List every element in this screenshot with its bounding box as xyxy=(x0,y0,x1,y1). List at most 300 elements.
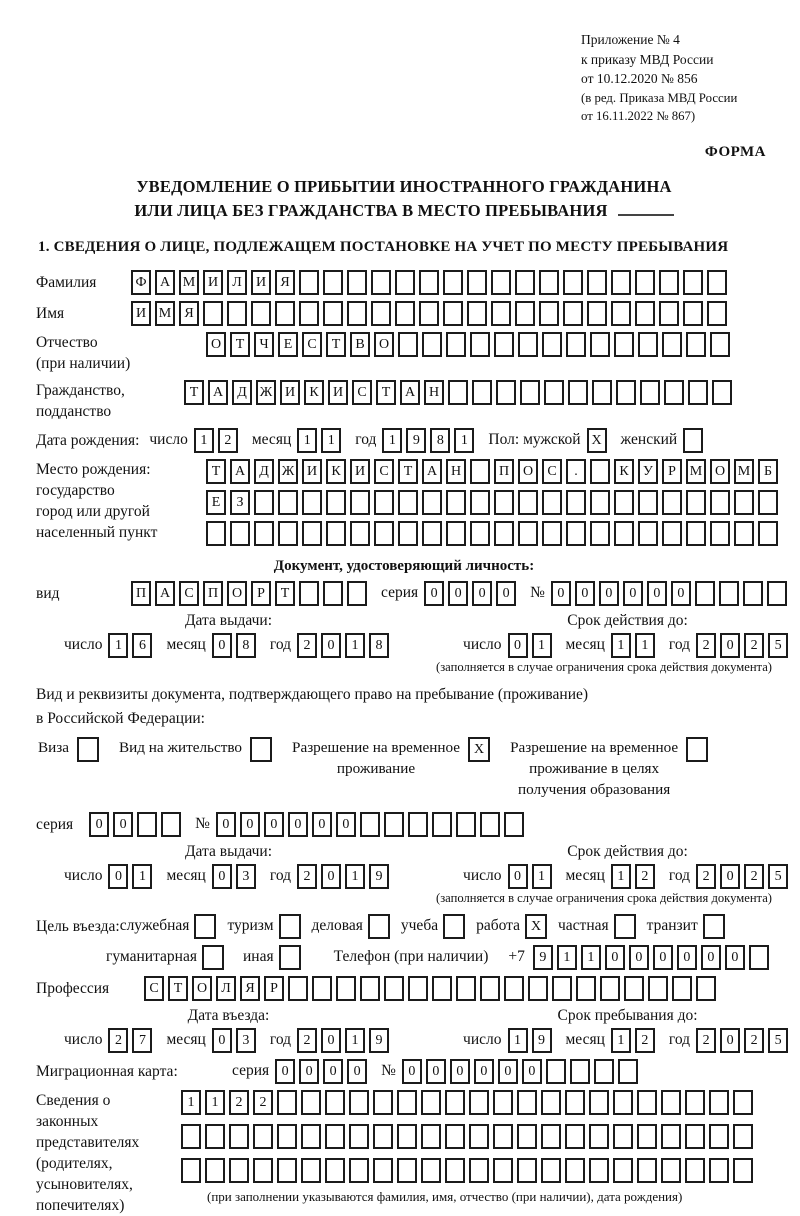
char-box[interactable] xyxy=(347,270,367,295)
char-box[interactable]: 2 xyxy=(297,633,317,658)
char-box[interactable] xyxy=(733,1158,753,1183)
char-box[interactable]: Т xyxy=(206,459,226,484)
char-box[interactable]: 2 xyxy=(744,1028,764,1053)
char-box[interactable]: 2 xyxy=(108,1028,128,1053)
char-box[interactable] xyxy=(662,521,682,546)
edu-residence-checkbox[interactable] xyxy=(686,737,708,762)
char-box[interactable]: Н xyxy=(424,380,444,405)
char-box[interactable]: 0 xyxy=(336,812,356,837)
char-box[interactable] xyxy=(299,301,319,326)
char-box[interactable] xyxy=(325,1124,345,1149)
char-box[interactable] xyxy=(230,521,250,546)
char-box[interactable]: Т xyxy=(168,976,188,1001)
char-box[interactable] xyxy=(563,301,583,326)
char-box[interactable]: Ч xyxy=(254,332,274,357)
male-checkbox[interactable]: X xyxy=(587,428,607,453)
purpose-private-checkbox[interactable] xyxy=(614,914,636,939)
char-box[interactable] xyxy=(278,490,298,515)
char-box[interactable]: А xyxy=(400,380,420,405)
char-box[interactable]: 0 xyxy=(508,633,528,658)
char-box[interactable] xyxy=(205,1158,225,1183)
char-box[interactable] xyxy=(611,301,631,326)
char-box[interactable] xyxy=(539,270,559,295)
char-box[interactable]: 1 xyxy=(532,864,552,889)
char-box[interactable]: О xyxy=(710,459,730,484)
char-box[interactable] xyxy=(277,1158,297,1183)
char-box[interactable]: 0 xyxy=(275,1059,295,1084)
char-box[interactable]: 6 xyxy=(132,633,152,658)
char-box[interactable] xyxy=(541,1124,561,1149)
char-box[interactable]: 3 xyxy=(236,864,256,889)
char-box[interactable] xyxy=(546,1059,566,1084)
char-box[interactable]: 0 xyxy=(212,633,232,658)
char-box[interactable]: О xyxy=(374,332,394,357)
char-box[interactable] xyxy=(350,490,370,515)
char-box[interactable]: Е xyxy=(278,332,298,357)
char-box[interactable] xyxy=(661,1124,681,1149)
char-box[interactable]: 8 xyxy=(236,633,256,658)
char-box[interactable] xyxy=(688,380,708,405)
char-box[interactable] xyxy=(398,332,418,357)
char-box[interactable]: 2 xyxy=(696,633,716,658)
purpose-business-checkbox[interactable] xyxy=(368,914,390,939)
char-box[interactable] xyxy=(563,270,583,295)
char-box[interactable]: 0 xyxy=(508,864,528,889)
char-box[interactable] xyxy=(446,332,466,357)
char-box[interactable] xyxy=(734,490,754,515)
char-box[interactable]: 0 xyxy=(522,1059,542,1084)
char-box[interactable] xyxy=(336,976,356,1001)
char-box[interactable] xyxy=(493,1090,513,1115)
char-box[interactable]: Т xyxy=(398,459,418,484)
char-box[interactable]: 0 xyxy=(671,581,691,606)
char-box[interactable]: 1 xyxy=(345,864,365,889)
char-box[interactable]: 0 xyxy=(496,581,516,606)
char-box[interactable]: И xyxy=(328,380,348,405)
char-box[interactable] xyxy=(408,812,428,837)
char-box[interactable]: А xyxy=(422,459,442,484)
char-box[interactable]: 0 xyxy=(402,1059,422,1084)
char-box[interactable] xyxy=(421,1158,441,1183)
char-box[interactable] xyxy=(480,812,500,837)
char-box[interactable] xyxy=(589,1158,609,1183)
char-box[interactable]: Т xyxy=(376,380,396,405)
char-box[interactable]: 1 xyxy=(611,633,631,658)
char-box[interactable]: 2 xyxy=(744,864,764,889)
char-box[interactable] xyxy=(205,1124,225,1149)
char-box[interactable] xyxy=(672,976,692,1001)
char-box[interactable] xyxy=(422,490,442,515)
char-box[interactable]: 0 xyxy=(599,581,619,606)
char-box[interactable] xyxy=(528,976,548,1001)
char-box[interactable] xyxy=(360,812,380,837)
char-box[interactable] xyxy=(565,1124,585,1149)
char-box[interactable]: У xyxy=(638,459,658,484)
char-box[interactable]: И xyxy=(302,459,322,484)
char-box[interactable]: 2 xyxy=(297,864,317,889)
char-box[interactable] xyxy=(206,521,226,546)
char-box[interactable] xyxy=(301,1124,321,1149)
char-box[interactable] xyxy=(600,976,620,1001)
char-box[interactable]: Р xyxy=(264,976,284,1001)
char-box[interactable]: 1 xyxy=(454,428,474,453)
char-box[interactable]: И xyxy=(280,380,300,405)
char-box[interactable] xyxy=(323,581,343,606)
purpose-other-checkbox[interactable] xyxy=(279,945,301,970)
char-box[interactable]: Д xyxy=(254,459,274,484)
char-box[interactable]: 0 xyxy=(89,812,109,837)
char-box[interactable]: 1 xyxy=(611,864,631,889)
char-box[interactable] xyxy=(325,1090,345,1115)
char-box[interactable] xyxy=(518,521,538,546)
char-box[interactable] xyxy=(302,490,322,515)
char-box[interactable]: 0 xyxy=(725,945,745,970)
char-box[interactable] xyxy=(614,490,634,515)
char-box[interactable]: З xyxy=(230,490,250,515)
char-box[interactable] xyxy=(749,945,769,970)
char-box[interactable]: 0 xyxy=(113,812,133,837)
char-box[interactable] xyxy=(227,301,247,326)
char-box[interactable]: Ф xyxy=(131,270,151,295)
char-box[interactable] xyxy=(517,1158,537,1183)
char-box[interactable]: 1 xyxy=(297,428,317,453)
char-box[interactable]: 8 xyxy=(369,633,389,658)
char-box[interactable] xyxy=(613,1090,633,1115)
char-box[interactable] xyxy=(384,976,404,1001)
char-box[interactable] xyxy=(637,1158,657,1183)
char-box[interactable] xyxy=(446,490,466,515)
char-box[interactable] xyxy=(374,521,394,546)
char-box[interactable]: 8 xyxy=(430,428,450,453)
char-box[interactable] xyxy=(743,581,763,606)
char-box[interactable]: 0 xyxy=(720,1028,740,1053)
char-box[interactable] xyxy=(710,521,730,546)
char-box[interactable]: 1 xyxy=(508,1028,528,1053)
char-box[interactable] xyxy=(635,301,655,326)
char-box[interactable]: 2 xyxy=(635,864,655,889)
char-box[interactable] xyxy=(397,1158,417,1183)
char-box[interactable]: 1 xyxy=(345,633,365,658)
purpose-humanitarian-checkbox[interactable] xyxy=(202,945,224,970)
char-box[interactable] xyxy=(662,332,682,357)
char-box[interactable] xyxy=(589,1124,609,1149)
char-box[interactable] xyxy=(504,976,524,1001)
char-box[interactable] xyxy=(638,332,658,357)
char-box[interactable]: П xyxy=(131,581,151,606)
char-box[interactable] xyxy=(494,490,514,515)
char-box[interactable] xyxy=(616,380,636,405)
char-box[interactable] xyxy=(686,332,706,357)
char-box[interactable]: 0 xyxy=(426,1059,446,1084)
char-box[interactable]: 1 xyxy=(321,428,341,453)
char-box[interactable] xyxy=(422,332,442,357)
char-box[interactable]: 9 xyxy=(406,428,426,453)
char-box[interactable]: 0 xyxy=(321,633,341,658)
char-box[interactable] xyxy=(421,1090,441,1115)
char-box[interactable] xyxy=(299,270,319,295)
char-box[interactable] xyxy=(408,976,428,1001)
char-box[interactable] xyxy=(395,301,415,326)
char-box[interactable]: М xyxy=(686,459,706,484)
char-box[interactable]: И xyxy=(350,459,370,484)
char-box[interactable] xyxy=(594,1059,614,1084)
char-box[interactable] xyxy=(566,332,586,357)
char-box[interactable] xyxy=(685,1124,705,1149)
char-box[interactable]: 1 xyxy=(611,1028,631,1053)
residence-permit-checkbox[interactable] xyxy=(250,737,272,762)
char-box[interactable]: 2 xyxy=(297,1028,317,1053)
char-box[interactable]: 0 xyxy=(575,581,595,606)
char-box[interactable] xyxy=(518,490,538,515)
char-box[interactable] xyxy=(552,976,572,1001)
char-box[interactable] xyxy=(542,490,562,515)
char-box[interactable] xyxy=(685,1158,705,1183)
char-box[interactable] xyxy=(397,1090,417,1115)
char-box[interactable] xyxy=(181,1158,201,1183)
char-box[interactable] xyxy=(618,1059,638,1084)
char-box[interactable] xyxy=(395,270,415,295)
char-box[interactable] xyxy=(445,1090,465,1115)
char-box[interactable] xyxy=(373,1124,393,1149)
char-box[interactable]: 7 xyxy=(132,1028,152,1053)
char-box[interactable] xyxy=(590,332,610,357)
char-box[interactable] xyxy=(456,812,476,837)
char-box[interactable] xyxy=(520,380,540,405)
char-box[interactable] xyxy=(360,976,380,1001)
char-box[interactable] xyxy=(696,976,716,1001)
char-box[interactable] xyxy=(432,976,452,1001)
char-box[interactable]: 1 xyxy=(132,864,152,889)
char-box[interactable] xyxy=(624,976,644,1001)
char-box[interactable]: А xyxy=(155,270,175,295)
char-box[interactable]: 5 xyxy=(768,1028,788,1053)
char-box[interactable]: 0 xyxy=(472,581,492,606)
char-box[interactable] xyxy=(661,1090,681,1115)
char-box[interactable] xyxy=(659,270,679,295)
char-box[interactable] xyxy=(432,812,452,837)
char-box[interactable] xyxy=(229,1158,249,1183)
char-box[interactable]: 0 xyxy=(551,581,571,606)
char-box[interactable] xyxy=(374,490,394,515)
char-box[interactable] xyxy=(686,521,706,546)
char-box[interactable] xyxy=(470,459,490,484)
char-box[interactable]: А xyxy=(208,380,228,405)
char-box[interactable]: Я xyxy=(179,301,199,326)
char-box[interactable] xyxy=(419,270,439,295)
char-box[interactable] xyxy=(542,521,562,546)
char-box[interactable]: 0 xyxy=(264,812,284,837)
char-box[interactable]: К xyxy=(326,459,346,484)
char-box[interactable]: О xyxy=(227,581,247,606)
char-box[interactable]: 0 xyxy=(212,864,232,889)
char-box[interactable]: 1 xyxy=(205,1090,225,1115)
char-box[interactable] xyxy=(710,490,730,515)
char-box[interactable]: Р xyxy=(251,581,271,606)
char-box[interactable] xyxy=(712,380,732,405)
char-box[interactable]: 1 xyxy=(581,945,601,970)
char-box[interactable] xyxy=(590,521,610,546)
char-box[interactable] xyxy=(397,1124,417,1149)
char-box[interactable]: С xyxy=(542,459,562,484)
char-box[interactable]: 0 xyxy=(498,1059,518,1084)
char-box[interactable] xyxy=(445,1158,465,1183)
char-box[interactable]: 3 xyxy=(236,1028,256,1053)
char-box[interactable] xyxy=(254,521,274,546)
char-box[interactable]: Л xyxy=(216,976,236,1001)
char-box[interactable]: С xyxy=(352,380,372,405)
char-box[interactable] xyxy=(422,521,442,546)
char-box[interactable]: О xyxy=(192,976,212,1001)
char-box[interactable]: 9 xyxy=(532,1028,552,1053)
char-box[interactable] xyxy=(181,1124,201,1149)
char-box[interactable] xyxy=(566,521,586,546)
char-box[interactable]: 1 xyxy=(382,428,402,453)
char-box[interactable]: И xyxy=(131,301,151,326)
char-box[interactable] xyxy=(251,301,271,326)
char-box[interactable]: Ж xyxy=(278,459,298,484)
char-box[interactable] xyxy=(648,976,668,1001)
char-box[interactable] xyxy=(566,490,586,515)
char-box[interactable]: 0 xyxy=(240,812,260,837)
char-box[interactable] xyxy=(494,332,514,357)
char-box[interactable] xyxy=(683,270,703,295)
char-box[interactable] xyxy=(323,270,343,295)
char-box[interactable]: 1 xyxy=(108,633,128,658)
char-box[interactable] xyxy=(733,1090,753,1115)
char-box[interactable] xyxy=(312,976,332,1001)
char-box[interactable] xyxy=(695,581,715,606)
purpose-official-checkbox[interactable] xyxy=(194,914,216,939)
char-box[interactable]: 0 xyxy=(312,812,332,837)
char-box[interactable] xyxy=(662,490,682,515)
char-box[interactable]: Т xyxy=(184,380,204,405)
char-box[interactable]: Л xyxy=(227,270,247,295)
char-box[interactable] xyxy=(683,301,703,326)
char-box[interactable]: 0 xyxy=(629,945,649,970)
char-box[interactable] xyxy=(278,521,298,546)
visa-checkbox[interactable] xyxy=(77,737,99,762)
char-box[interactable] xyxy=(469,1158,489,1183)
char-box[interactable] xyxy=(685,1090,705,1115)
char-box[interactable]: П xyxy=(494,459,514,484)
char-box[interactable]: 0 xyxy=(212,1028,232,1053)
char-box[interactable] xyxy=(638,490,658,515)
char-box[interactable] xyxy=(541,1090,561,1115)
char-box[interactable]: 2 xyxy=(253,1090,273,1115)
char-box[interactable] xyxy=(254,490,274,515)
char-box[interactable] xyxy=(469,1124,489,1149)
char-box[interactable] xyxy=(277,1090,297,1115)
char-box[interactable]: А xyxy=(230,459,250,484)
char-box[interactable] xyxy=(661,1158,681,1183)
char-box[interactable] xyxy=(443,270,463,295)
char-box[interactable]: 0 xyxy=(448,581,468,606)
char-box[interactable] xyxy=(515,270,535,295)
char-box[interactable]: С xyxy=(374,459,394,484)
char-box[interactable] xyxy=(589,1090,609,1115)
char-box[interactable] xyxy=(734,521,754,546)
char-box[interactable]: Т xyxy=(326,332,346,357)
char-box[interactable]: М xyxy=(155,301,175,326)
char-box[interactable]: М xyxy=(179,270,199,295)
char-box[interactable]: 2 xyxy=(696,1028,716,1053)
char-box[interactable]: С xyxy=(179,581,199,606)
char-box[interactable] xyxy=(504,812,524,837)
char-box[interactable]: И xyxy=(251,270,271,295)
char-box[interactable]: 0 xyxy=(450,1059,470,1084)
char-box[interactable] xyxy=(253,1124,273,1149)
char-box[interactable]: 0 xyxy=(347,1059,367,1084)
char-box[interactable]: 0 xyxy=(647,581,667,606)
char-box[interactable] xyxy=(491,270,511,295)
char-box[interactable] xyxy=(253,1158,273,1183)
char-box[interactable] xyxy=(161,812,181,837)
purpose-study-checkbox[interactable] xyxy=(443,914,465,939)
char-box[interactable] xyxy=(517,1124,537,1149)
char-box[interactable]: 1 xyxy=(635,633,655,658)
char-box[interactable]: 0 xyxy=(216,812,236,837)
char-box[interactable] xyxy=(470,332,490,357)
char-box[interactable] xyxy=(443,301,463,326)
char-box[interactable] xyxy=(299,581,319,606)
char-box[interactable]: 2 xyxy=(744,633,764,658)
char-box[interactable]: 1 xyxy=(194,428,214,453)
char-box[interactable]: 2 xyxy=(696,864,716,889)
char-box[interactable] xyxy=(709,1158,729,1183)
char-box[interactable] xyxy=(456,976,476,1001)
char-box[interactable]: П xyxy=(203,581,223,606)
char-box[interactable] xyxy=(614,332,634,357)
char-box[interactable]: 9 xyxy=(533,945,553,970)
char-box[interactable]: 0 xyxy=(424,581,444,606)
char-box[interactable] xyxy=(515,301,535,326)
char-box[interactable] xyxy=(349,1158,369,1183)
char-box[interactable] xyxy=(288,976,308,1001)
char-box[interactable] xyxy=(446,521,466,546)
char-box[interactable]: В xyxy=(350,332,370,357)
char-box[interactable] xyxy=(614,521,634,546)
char-box[interactable] xyxy=(467,270,487,295)
char-box[interactable] xyxy=(347,301,367,326)
char-box[interactable] xyxy=(493,1124,513,1149)
char-box[interactable] xyxy=(472,380,492,405)
purpose-work-checkbox[interactable]: X xyxy=(525,914,547,939)
char-box[interactable] xyxy=(570,1059,590,1084)
char-box[interactable] xyxy=(326,521,346,546)
char-box[interactable] xyxy=(664,380,684,405)
char-box[interactable] xyxy=(469,1090,489,1115)
char-box[interactable]: Я xyxy=(240,976,260,1001)
char-box[interactable]: Я xyxy=(275,270,295,295)
char-box[interactable]: 1 xyxy=(345,1028,365,1053)
char-box[interactable] xyxy=(686,490,706,515)
char-box[interactable] xyxy=(326,490,346,515)
char-box[interactable] xyxy=(384,812,404,837)
char-box[interactable]: 9 xyxy=(369,864,389,889)
char-box[interactable]: 5 xyxy=(768,864,788,889)
char-box[interactable] xyxy=(371,270,391,295)
char-box[interactable]: 0 xyxy=(299,1059,319,1084)
char-box[interactable] xyxy=(302,521,322,546)
char-box[interactable]: 2 xyxy=(635,1028,655,1053)
char-box[interactable] xyxy=(419,301,439,326)
char-box[interactable] xyxy=(277,1124,297,1149)
char-box[interactable]: Т xyxy=(275,581,295,606)
char-box[interactable] xyxy=(325,1158,345,1183)
char-box[interactable] xyxy=(496,380,516,405)
char-box[interactable] xyxy=(613,1158,633,1183)
char-box[interactable] xyxy=(541,1158,561,1183)
